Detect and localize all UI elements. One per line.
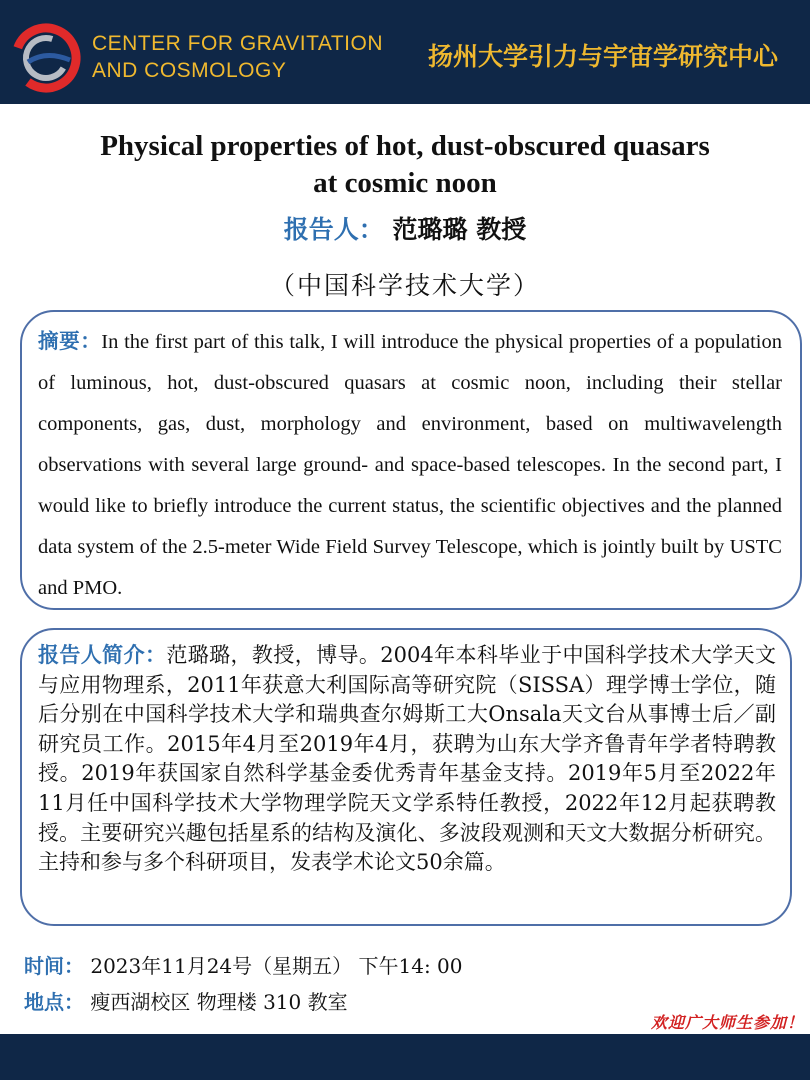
center-name-line2: AND COSMOLOGY <box>92 59 287 82</box>
abstract-paragraph <box>38 322 782 609</box>
abstract-box <box>20 310 802 610</box>
talk-title-line2: at cosmic noon <box>313 167 497 199</box>
speaker-label: 报告人： <box>283 215 384 244</box>
center-name-line1: CENTER FOR GRAVITATION <box>92 32 384 55</box>
welcome-text: 欢迎广大师生参加！ <box>650 1013 804 1032</box>
footer-bar <box>0 1034 810 1080</box>
speaker-name: 范璐璐 教授 <box>392 215 527 244</box>
center-name-en <box>92 30 412 84</box>
speaker-bio-box <box>20 628 792 926</box>
time-row <box>24 950 463 979</box>
center-name-cn: 扬州大学引力与宇宙学研究中心 <box>428 42 779 71</box>
talk-title <box>40 128 770 202</box>
speaker-line <box>0 210 810 246</box>
talk-title-line1: Physical properties of hot, dust-obscured quasars <box>100 130 710 162</box>
speaker-affiliation: （中国科学技术大学） <box>269 271 540 300</box>
time-label: 时间： <box>24 954 84 978</box>
place-value: 瘦西湖校区 物理楼 310 教室 <box>90 990 348 1014</box>
place-label: 地点： <box>24 990 84 1014</box>
time-value: 2023年11月24号（星期五） 下午14: 00 <box>90 954 463 978</box>
place-row <box>24 986 348 1015</box>
cgc-logo-icon <box>8 20 84 96</box>
abstract-text: In the first part of this talk, I will introduce the physical properties of a population of luminous, hot, dust-obscured quasars at cosmic noon, including their stellar components, gas, dust, morphology and environment, based on multiwavelength observations with several large ground- and space-based telescopes. In the second part, I would like to briefly introduce the current status, the scientific objectives and the planned data system of the 2.5-meter Wide Field Survey Telescope, which is jointly built by USTC and PMO. <box>38 331 783 599</box>
bio-paragraph <box>38 640 776 878</box>
bio-label: 报告人简介： <box>38 642 167 667</box>
header-banner <box>0 0 810 104</box>
bio-text: 范璐璐，教授，博导。2004年本科毕业于中国科学技术大学天文与应用物理系，2011年获意大利国际高等研究院（SISSA）理学博士学位，随后分别在中国科学技术大学和瑞典查尔姆斯工大Onsala天文台从事博士后／副研究员工作。2015年4月至2019年4月，获聘为山东大学齐鲁青年学者特聘教授。2019年获国家自然科学基金委优秀青年基金支持。2019年5月至2022年11月任中国科学技术大学物理学院天文学系特任教授，2022年12月起获聘教授。主要研究兴趣包括星系的结构及演化、多波段观测和天文大数据分析研究。主持和参与多个科研项目，发表学术论文50余篇。 <box>38 643 776 875</box>
abstract-label: 摘要： <box>38 331 102 353</box>
